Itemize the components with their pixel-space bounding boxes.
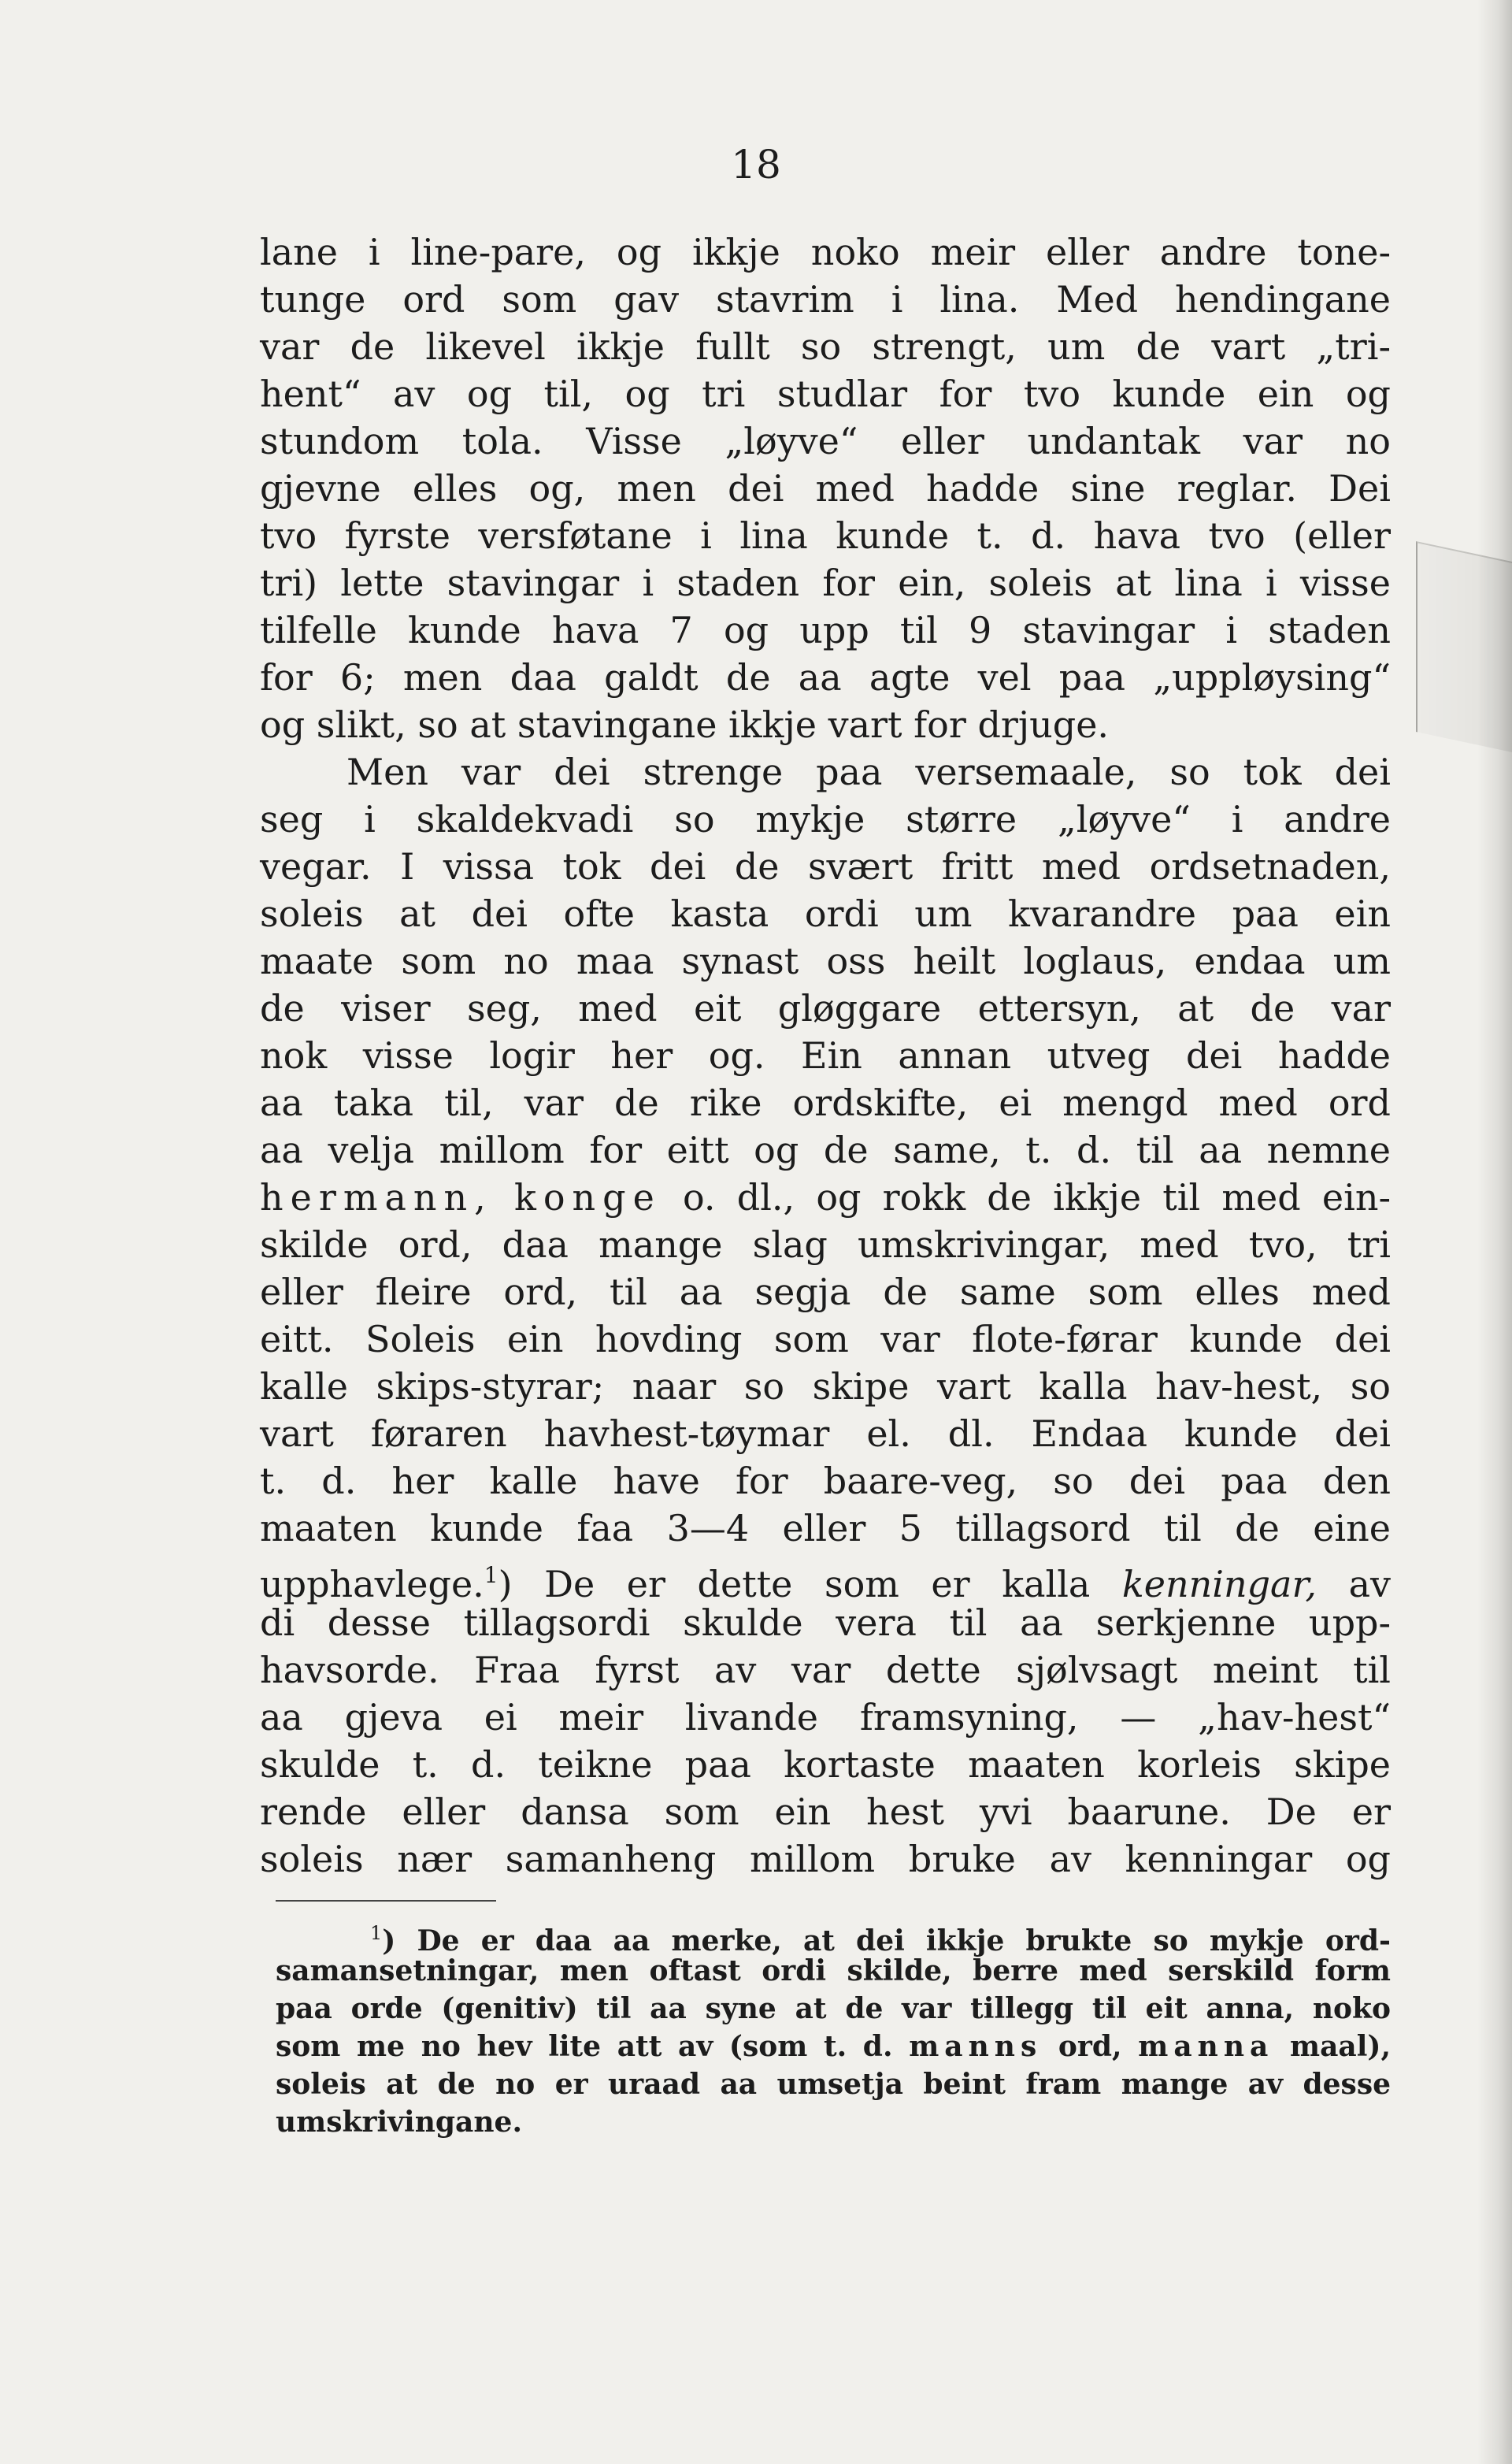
body-line: var de likevel ikkje fullt so strengt, um de vart „tri- xyxy=(260,325,1391,368)
body-line: seg i skaldekvadi so mykje større „løyve“ i andre xyxy=(260,798,1391,841)
body-line: nok visse logir her og. Ein annan utveg dei hadde xyxy=(260,1034,1391,1077)
body-line: eller fleire ord, til aa segja de same som elles med xyxy=(260,1271,1391,1313)
line-text: ) De er daa aa merke, at dei ikkje brukte so mykje ord- xyxy=(382,1924,1391,1957)
body-line: aa velja millom for eitt og de same, t. d. til aa nemne xyxy=(260,1129,1391,1171)
body-line: rende eller dansa som ein hest yvi baarune. De er xyxy=(260,1790,1391,1833)
spaced-word: konge xyxy=(513,1176,662,1219)
body-line: di desse tillagsordi skulde vera til aa serkjenne upp- xyxy=(260,1601,1391,1644)
page-edge-shadow xyxy=(1477,0,1512,2464)
line-text: upphavlege. xyxy=(260,1563,484,1605)
footnote-line: soleis at de no er uraad aa umsetja beint fram mange av desse xyxy=(276,2068,1391,2101)
spaced-word: manna xyxy=(1138,2030,1274,2063)
line-text: maal), xyxy=(1273,2030,1391,2063)
body-line: eitt. Soleis ein hovding som var flote-førar kunde dei xyxy=(260,1318,1391,1360)
body-line: og slikt, so at stavingane ikkje vart for drjuge. xyxy=(260,703,1110,746)
italic-term: kenningar, xyxy=(1121,1563,1317,1605)
body-line: soleis at dei ofte kasta ordi um kvarandre paa ein xyxy=(260,892,1391,935)
body-line: tilfelle kunde hava 7 og upp til 9 stavingar i staden xyxy=(260,609,1391,651)
body-line: t. d. her kalle have for baare-veg, so dei paa den xyxy=(260,1460,1391,1502)
line-text: ) De er dette som er kalla xyxy=(498,1563,1122,1605)
footnote-marker: 1 xyxy=(370,1922,383,1944)
body-line: for 6; men daa galdt de aa agte vel paa „uppløysing“ xyxy=(260,656,1391,699)
body-line: maate som no maa synast oss heilt loglaus, endaa um xyxy=(260,940,1391,982)
paper-tear-mark xyxy=(1416,541,1512,752)
body-text xyxy=(260,228,1391,1883)
body-line: tvo fyrste versføtane i lina kunde t. d. hava tvo (eller xyxy=(260,514,1391,557)
body-line: aa gjeva ei meir livande framsyning, — „hav-hest“ xyxy=(260,1696,1391,1739)
line-text: o. dl., og rokk de ikkje til med ein- xyxy=(661,1176,1392,1219)
body-line: aa taka til, var de rike ordskifte, ei mengd med ord xyxy=(260,1082,1391,1124)
footnote-line xyxy=(276,2028,1391,2065)
footnote-separator xyxy=(276,1900,496,1902)
spaced-word: manns xyxy=(909,2030,1043,2063)
body-line: de viser seg, med eit gløggare ettersyn, at de var xyxy=(260,987,1391,1030)
line-text: av xyxy=(1317,1563,1391,1605)
line-text: ord, xyxy=(1042,2030,1139,2063)
footnote-line: samansetningar, men oftast ordi skilde, berre med serskild form xyxy=(276,1954,1391,1987)
body-line: skilde ord, daa mange slag umskrivingar, med tvo, tri xyxy=(260,1223,1391,1266)
body-line: gjevne elles og, men dei med hadde sine reglar. Dei xyxy=(260,467,1391,510)
body-line: maaten kunde faa 3—4 eller 5 tillagsord til de eine xyxy=(260,1507,1391,1549)
body-line-with-spaced-words xyxy=(260,1174,1391,1221)
footnote-reference: 1 xyxy=(484,1562,498,1588)
body-line: lane i line-pare, og ikkje noko meir eller andre tone- xyxy=(260,231,1391,273)
body-line: hent“ av og til, og tri studlar for tvo kunde ein og xyxy=(260,373,1391,415)
body-line: vart føraren havhest-tøymar el. dl. Endaa kunde dei xyxy=(260,1412,1391,1455)
body-line: soleis nær samanheng millom bruke av kenningar og xyxy=(260,1838,1391,1880)
body-line-indented: Men var dei strenge paa versemaale, so tok dei xyxy=(346,751,1391,793)
body-line: stundom tola. Visse „løyve“ eller undantak var no xyxy=(260,420,1391,462)
footnote-line xyxy=(276,1914,1391,1957)
body-line: havsorde. Fraa fyrst av var dette sjølvsagt meint til xyxy=(260,1649,1391,1691)
footnote-line: paa orde (genitiv) til aa syne at de var tillegg til eit anna, noko xyxy=(276,1992,1391,2025)
line-text: som me no hev lite att av (som t. d. xyxy=(276,2030,910,2063)
body-line-with-footnote-ref xyxy=(260,1552,1391,1605)
footnote xyxy=(276,1914,1391,2141)
footnote-line: umskrivingane. xyxy=(276,2106,522,2139)
body-line: kalle skips-styrar; naar so skipe vart kalla hav-hest, so xyxy=(260,1365,1391,1408)
page-number: 18 xyxy=(731,142,781,187)
spaced-word: hermann, xyxy=(260,1176,493,1219)
body-line: tri) lette stavingar i staden for ein, soleis at lina i visse xyxy=(260,562,1391,604)
body-line: vegar. I vissa tok dei de svært fritt med ordsetnaden, xyxy=(260,845,1391,888)
body-line: tunge ord som gav stavrim i lina. Med hendingane xyxy=(260,278,1391,321)
body-line: skulde t. d. teikne paa kortaste maaten korleis skipe xyxy=(260,1743,1391,1786)
